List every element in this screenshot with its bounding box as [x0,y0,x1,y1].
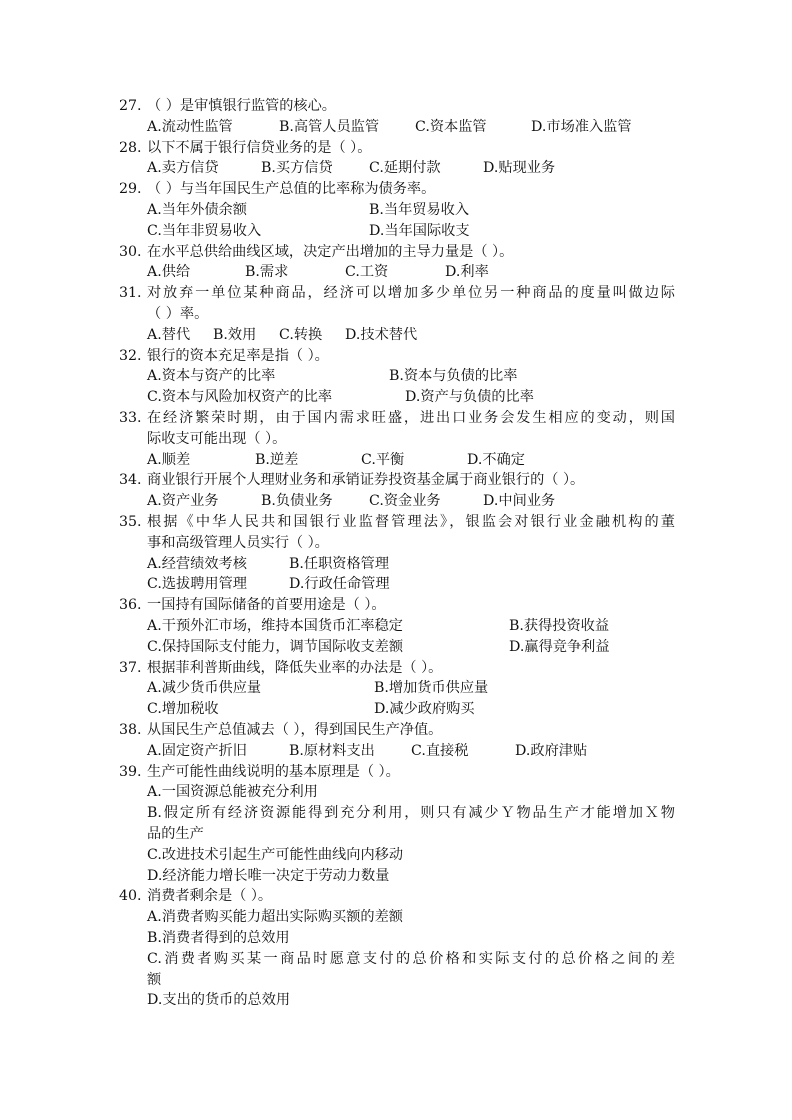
option-a: A.干预外汇市场，维持本国货币汇率稳定 [147,617,403,634]
option-a: A.资本与资产的比率 [147,368,276,385]
question-stem: （ ）与当年国民生产总值的比率称为债务率。 [147,181,436,198]
option-d: D.资产与负债的比率 [405,389,534,406]
question-33 [119,408,679,470]
option-d: D.市场准入监管 [531,118,632,135]
question-28 [119,138,679,180]
option-a: A.一国资源总能被充分利用 [147,784,318,801]
question-stem: 一国持有国际储备的首要用途是（ ）。 [147,597,386,614]
option-c: C.平衡 [361,451,405,468]
question-30 [119,242,679,284]
options-row [147,117,679,138]
question-stem: 对放弃一单位某种商品，经济可以增加多少单位另一种商品的度量叫做边际 [147,285,675,302]
options-row [147,387,679,408]
option-d: D.经济能力增长唯一决定于劳动力数量 [147,867,390,884]
question-number: 38. [119,722,142,738]
option-b: B.资本与负债的比率 [389,368,518,385]
option-c-continued: 额 [147,971,162,988]
option-a: A.供给 [147,264,191,281]
question-stem: 根据菲利普斯曲线，降低失业率的办法是（ ）。 [147,659,443,676]
options-row [147,221,679,242]
options-row [147,678,679,699]
option-d: D.技术替代 [345,326,418,343]
option-b: B.消费者得到的总效用 [147,929,290,946]
option-c: C.资金业务 [369,493,441,510]
option-b-continued: 品的生产 [147,825,204,842]
option-b: B.效用 [213,326,257,343]
question-number: 28. [119,139,142,156]
option-b: B.假定所有经济资源能得到充分利用，则只有减少Ｙ物品生产才能增加Ｘ物 [147,805,675,822]
question-32 [119,346,679,408]
question-number: 32. [119,347,142,364]
question-number: 40. [119,888,142,905]
question-36 [119,595,679,657]
options-row [147,491,679,512]
question-stem-continued: 际收支可能出现（ ）。 [147,430,287,447]
options-row [147,262,679,283]
option-d: D.当年国际收支 [369,222,470,239]
question-number: 37. [119,659,142,676]
options-row [147,200,679,221]
option-a: A.减少货币供应量 [147,680,262,697]
options-row [147,574,679,595]
options-row [147,741,679,762]
question-stem-continued: 事和高级管理人员实行（ ）。 [147,534,329,551]
question-34 [119,470,679,512]
option-a: A.消费者购买能力超出实际购买额的差额 [147,909,403,926]
question-stem-continued: （ ）率。 [147,305,209,322]
option-c: C.资本监管 [415,118,487,135]
option-d: D.贴现业务 [483,160,556,177]
options-row [147,450,679,471]
question-number: 36. [119,597,142,614]
question-stem: （ ）是审慎银行监管的核心。 [147,98,336,114]
option-c: C.延期付款 [369,160,441,177]
question-number: 30. [119,243,142,260]
question-37 [119,658,679,720]
options-row [147,158,679,179]
option-a: A.固定资产折旧 [147,742,247,759]
option-b: B.增加货币供应量 [374,680,489,697]
question-39 [119,762,679,887]
option-b: B.当年贸易收入 [369,201,470,218]
option-b: B.负债业务 [261,493,333,510]
question-number: 33. [119,410,142,426]
question-stem: 消费者剩余是（ ）。 [147,888,273,905]
option-d: D.行政任命管理 [289,576,390,593]
option-a: A.经营绩效考核 [147,555,247,572]
question-number: 39. [119,763,142,780]
option-a: A.流动性监管 [147,118,233,135]
question-40 [119,886,679,1011]
option-c: C.选拔聘用管理 [147,576,247,593]
question-stem: 银行的资本充足率是指（ ）。 [147,347,329,364]
option-d: D.中间业务 [483,493,556,510]
options-row [147,616,679,637]
question-number: 35. [119,514,142,530]
question-stem: 在经济繁荣时期，由于国内需求旺盛，进出口业务会发生相应的变动，则国 [147,410,675,426]
question-number: 31. [119,285,142,302]
question-38 [119,720,679,762]
option-c: C.消费者购买某一商品时愿意支付的总价格和实际支付的总价格之间的差 [147,950,675,967]
option-b: B.原材料支出 [289,742,375,759]
option-a: A.顺差 [147,451,191,468]
question-number: 29. [119,181,142,198]
option-c: C.工资 [345,264,389,281]
options-row [147,325,679,346]
question-stem: 商业银行开展个人理财业务和承销证券投资基金属于商业银行的（ ）。 [147,472,585,489]
option-c: C.转换 [279,326,323,343]
question-stem: 生产可能性曲线说明的基本原理是（ ）。 [147,763,400,780]
option-d: D.减少政府购买 [374,701,475,718]
question-stem: 以下不属于银行信贷业务的是（ ）。 [147,139,372,156]
option-b: B.获得投资收益 [509,617,610,634]
option-c: C.增加税收 [147,701,219,718]
option-d: D.支出的货币的总效用 [147,992,291,1009]
option-a: A.资产业务 [147,493,219,510]
question-stem: 在水平总供给曲线区域，决定产出增加的主导力量是（ ）。 [147,243,514,260]
question-number: 34. [119,472,142,489]
question-27 [119,96,679,138]
options-row [147,699,679,720]
option-d: D.政府津贴 [515,742,588,759]
option-b: B.需求 [245,264,289,281]
question-31 [119,283,679,345]
options-row [147,554,679,575]
option-c: C.保持国际支付能力，调节国际收支差额 [147,638,404,655]
question-35 [119,512,679,595]
option-b: B.任职资格管理 [289,555,390,572]
options-row [147,366,679,387]
question-stem: 从国民生产总值减去（ ），得到国民生产净值。 [147,722,443,738]
option-d: D.不确定 [467,451,525,468]
option-c: C.当年非贸易收入 [147,222,262,239]
option-b: B.逆差 [255,451,299,468]
option-c: C.资本与风险加权资产的比率 [147,389,333,406]
option-d: D.利率 [445,264,489,281]
question-stem: 根据《中华人民共和国银行业监督管理法》，银监会对银行业金融机构的董 [147,514,675,530]
question-29 [119,179,679,241]
option-b: B.买方信贷 [261,160,333,177]
option-a: A.替代 [147,326,191,343]
option-d: D.赢得竞争利益 [509,638,610,655]
option-a: A.当年外债余额 [147,201,247,218]
options-row [147,637,679,658]
option-c: C.改进技术引起生产可能性曲线向内移动 [147,846,404,863]
option-c: C.直接税 [411,742,469,759]
option-b: B.高管人员监管 [279,118,380,135]
question-number: 27. [119,98,142,114]
option-a: A.卖方信贷 [147,160,219,177]
